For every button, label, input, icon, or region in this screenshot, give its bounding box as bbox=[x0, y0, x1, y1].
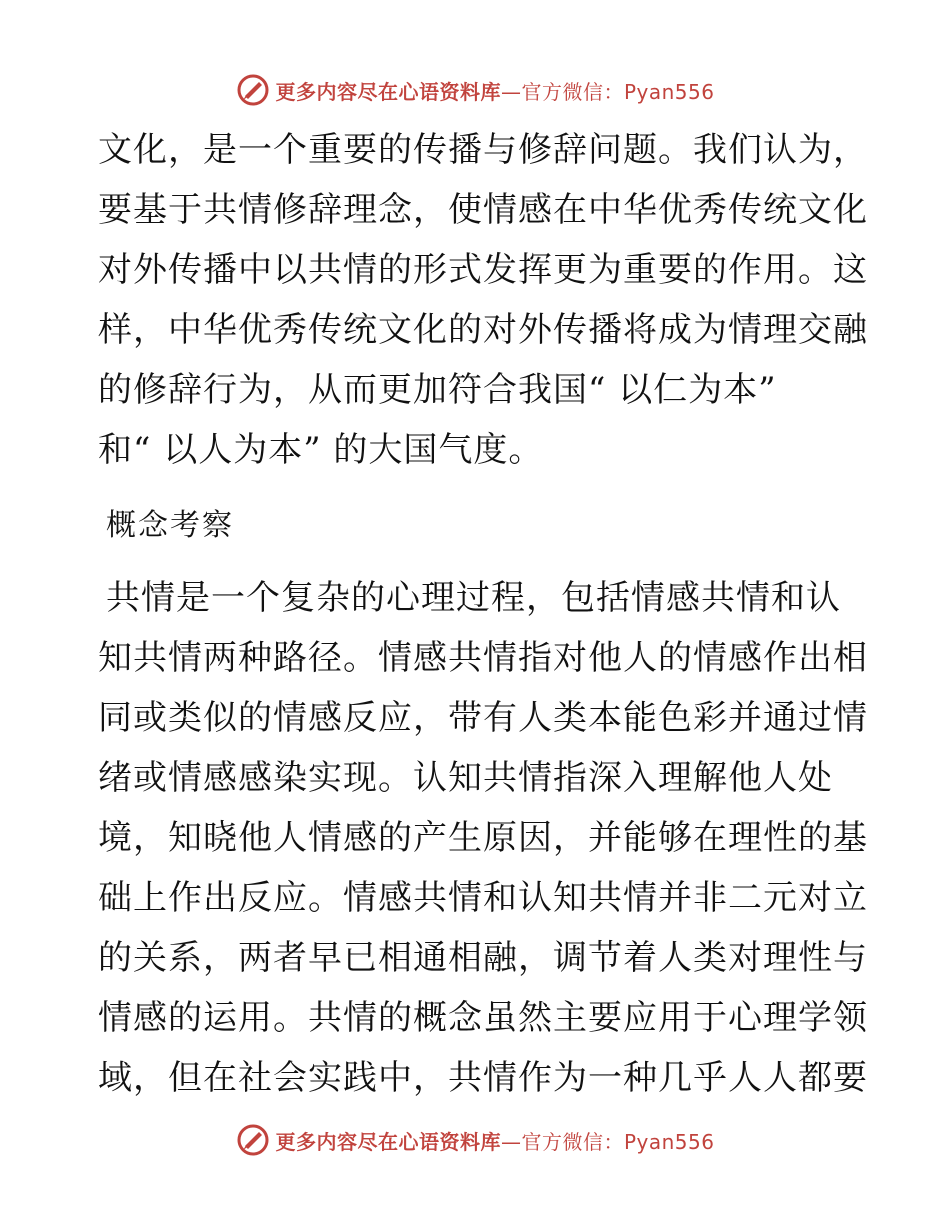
footer-banner bbox=[0, 1120, 950, 1160]
text-line: 样，中华优秀传统文化的对外传播将成为情理交融 bbox=[98, 310, 868, 350]
text-line: 域，但在社会实践中，共情作为一种几乎人人都要 bbox=[98, 1058, 868, 1098]
text-line: 绪或情感感染实现。认知共情指深入理解他人处 bbox=[98, 758, 833, 798]
logo-icon bbox=[235, 1122, 271, 1158]
text-line: 共情是一个复杂的心理过程，包括情感共情和认 bbox=[106, 578, 841, 618]
banner-text bbox=[275, 1126, 714, 1155]
banner-separator: — bbox=[500, 79, 522, 104]
banner-text bbox=[275, 76, 714, 105]
document-body bbox=[98, 120, 868, 1108]
banner-title: 更多内容尽在心语资料库 bbox=[275, 79, 501, 104]
banner-separator: — bbox=[500, 1129, 522, 1154]
text-line: 要基于共情修辞理念，使情感在中华优秀传统文化 bbox=[98, 190, 868, 230]
text-line: 文化，是一个重要的传播与修辞问题。我们认为， bbox=[98, 130, 868, 170]
text-line: 的修辞行为，从而更加符合我国“ 以仁为本” bbox=[98, 370, 777, 410]
text-line: 同或类似的情感反应，带有人类本能色彩并通过情 bbox=[98, 698, 868, 738]
banner-wechat: 官方微信：Pyan556 bbox=[521, 79, 715, 104]
paragraph-1 bbox=[98, 120, 868, 480]
text-line: 境，知晓他人情感的产生原因，并能够在理性的基 bbox=[98, 818, 868, 858]
header-banner bbox=[0, 70, 950, 110]
paragraph-2 bbox=[98, 568, 868, 1108]
text-line: 础上作出反应。情感共情和认知共情并非二元对立 bbox=[98, 878, 868, 918]
section-heading: 概念考察 bbox=[106, 508, 234, 543]
text-line: 对外传播中以共情的形式发挥更为重要的作用。这 bbox=[98, 250, 868, 290]
logo-icon bbox=[235, 72, 271, 108]
text-line: 情感的运用。共情的概念虽然主要应用于心理学领 bbox=[98, 998, 868, 1038]
text-line: 的关系，两者早已相通相融，调节着人类对理性与 bbox=[98, 938, 868, 978]
text-line: 知共情两种路径。情感共情指对他人的情感作出相 bbox=[98, 638, 868, 678]
text-line: 和“ 以人为本” 的大国气度。 bbox=[98, 430, 544, 470]
banner-title: 更多内容尽在心语资料库 bbox=[275, 1129, 501, 1154]
banner-wechat: 官方微信：Pyan556 bbox=[521, 1129, 715, 1154]
